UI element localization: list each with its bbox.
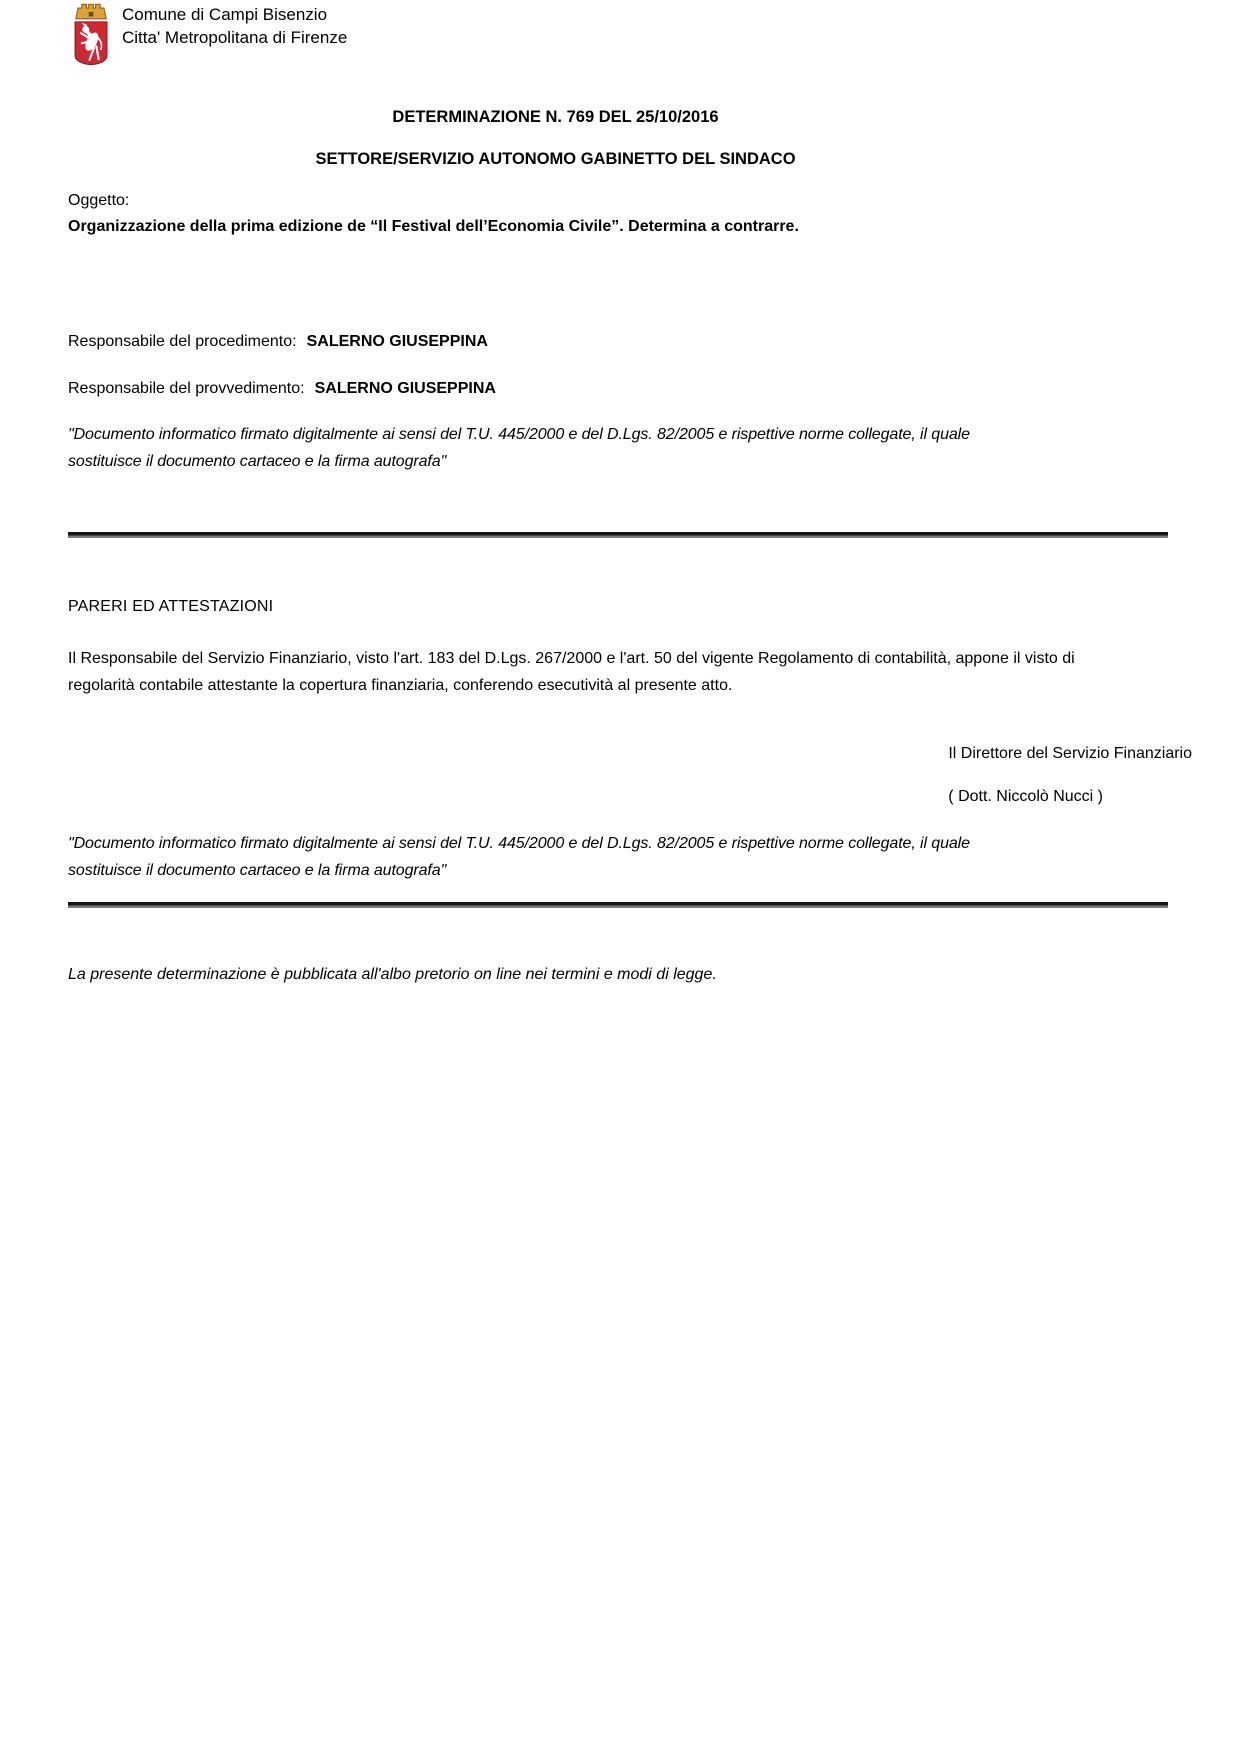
municipality-name: Comune di Campi Bisenzio [122, 5, 328, 24]
responsible-procedure-line [68, 333, 488, 351]
pareri-body-paragraph: Il Responsabile del Servizio Finanziario, visto l'art. 183 del D.Lgs. 267/2000 e l'art. 50 del vigente Regolamento di contabilità, appone il visto di regolarità contabile attestante la copertura finanziaria, conferendo esecutività al presente atto. [68, 650, 1075, 694]
signer-name: ( Dott. Niccolò Nucci ) [948, 788, 1103, 805]
document-title: DETERMINAZIONE N. 769 DEL 25/10/2016 [392, 108, 719, 126]
document-department: SETTORE/SERVIZIO AUTONOMO GABINETTO DEL SINDACO [315, 150, 796, 168]
signer-role: Il Direttore del Servizio Finanziario [948, 745, 1192, 762]
responsible-provision-line [68, 380, 496, 398]
publication-note: La presente determinazione è pubblicata all'albo pretorio on line nei termini e modi di legge. [68, 966, 717, 983]
digital-signature-note: "Documento informatico firmato digitalmente ai sensi del T.U. 445/2000 e del D.Lgs. 82/2005 e rispettive norme collegate, il quale sostituisce il documento cartaceo e la firma autografa" [68, 426, 970, 470]
responsible-provision-name: SALERNO GIUSEPPINA [314, 380, 496, 397]
campi-bisenzio-coat-of-arms-icon [68, 2, 114, 66]
header-org-block [122, 3, 347, 49]
section-divider [68, 532, 1168, 538]
mural-crown-icon [76, 4, 106, 18]
responsible-procedure-label: Responsabile del procedimento: [68, 333, 297, 350]
digital-signature-note: "Documento informatico firmato digitalmente ai sensi del T.U. 445/2000 e del D.Lgs. 82/2005 e rispettive norme collegate, il quale sostituisce il documento cartaceo e la firma autografa" [68, 835, 970, 879]
responsible-provision-label: Responsabile del provvedimento: [68, 380, 305, 397]
section-divider [68, 902, 1168, 908]
responsible-procedure-name: SALERNO GIUSEPPINA [306, 333, 488, 350]
subject-text: Organizzazione della prima edizione de “Il Festival dell’Economia Civile”. Determina a contrarre. [68, 218, 799, 235]
province-name: Citta' Metropolitana di Firenze [122, 28, 348, 47]
pareri-heading: PARERI ED ATTESTAZIONI [68, 598, 274, 615]
subject-label: Oggetto: [68, 192, 130, 209]
